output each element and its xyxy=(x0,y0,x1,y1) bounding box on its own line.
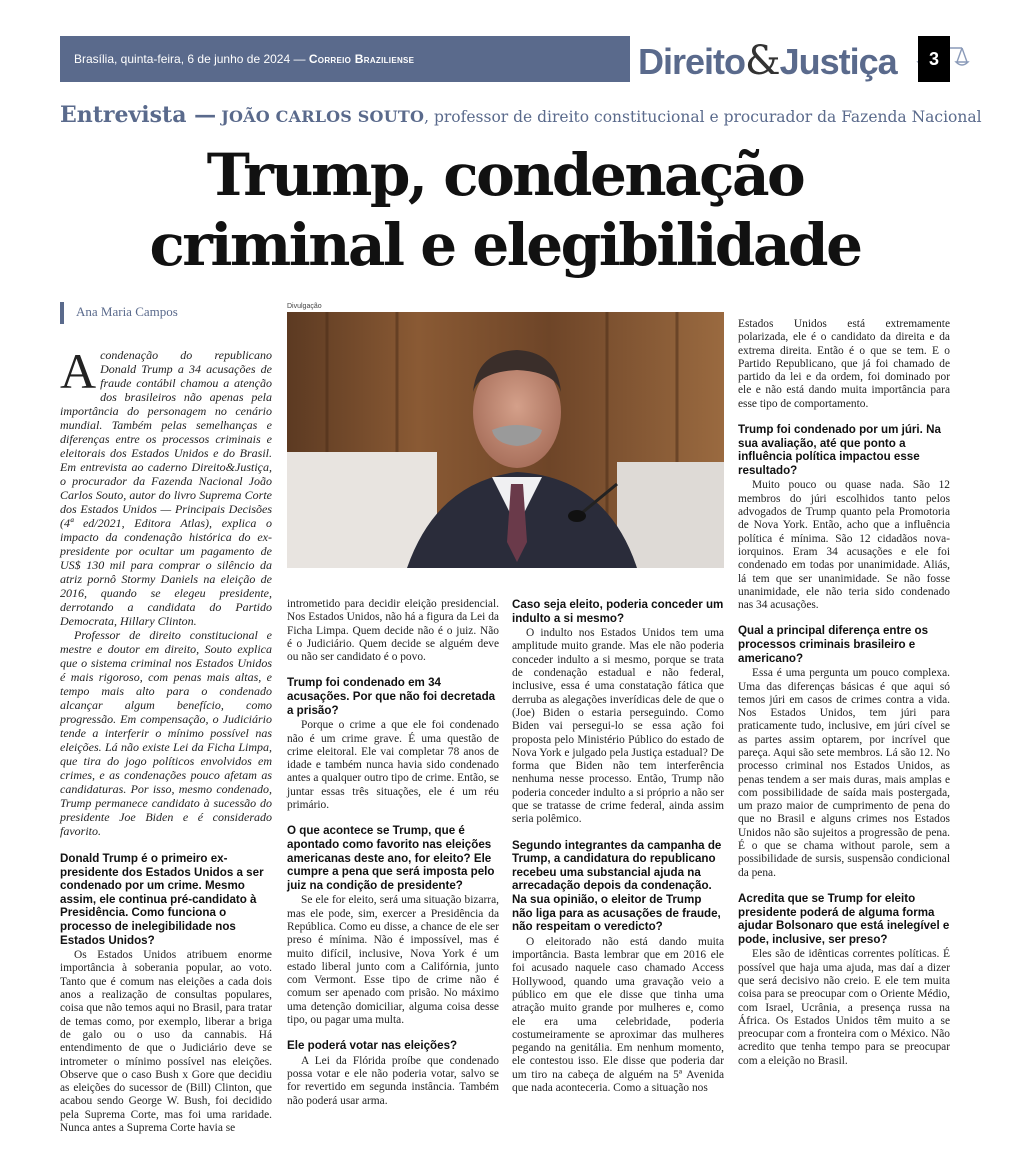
drop-cap: A xyxy=(60,343,97,399)
column-4 xyxy=(738,318,950,1068)
question-4: Ele poderá votar nas eleições? xyxy=(287,1039,458,1053)
headline-line2: criminal e elegibilidade xyxy=(149,211,861,279)
byline: Ana Maria Campos xyxy=(60,302,178,324)
answer-5: O indulto nos Estados Unidos tem uma amplitude muito grande. Mas ele não poderia conceder indulto a si mesmo, porque se trata de condenação estadual e não federal, inclusive, essa é uma constatação fática que derruba as alegações inverídicas dele de que o (Joe) Biden o estaria perseguindo. Como Biden vai persegui-lo se essa ação foi proposta pelo Ministério Público do estado de Nova York e julgado pela Justiça estadual? De forma que Biden não tem interferência nenhuma nesse processo. Então, Trump não poderia conceder indulto a si próprio a não ser que se tratasse de crime federal, ainda assim seria polêmico. xyxy=(512,627,724,826)
dateline xyxy=(74,52,414,66)
answer-1-continued: intrometido para decidir eleição presidencial. Nos Estados Unidos, não há a figura da Lei da Ficha Limpa. Quem decide não é o juiz. Não é o Judiciário. Quem decide se alguém deve ou não ser candidato é o povo. xyxy=(287,598,499,664)
answer-6-continued: Estados Unidos está extremamente polarizada, ele é o candidato da direita e da extrema direita. Então é o que se tem. E o Partido Republicano, que já foi chamado de partido da lei e da ordem, foi dominado por ele e não está dando muita importância para esse tipo de comportamento. xyxy=(738,318,950,410)
answer-7: Muito pouco ou quase nada. São 12 membros do júri escolhidos tanto pelos advogados de Trump quanto pela Promotoria de Nova York. Então, acho que a influência política é mínima. São 12 cidadãos nova-iorquinos. Eram 34 acusações e ele foi condenado em todas por unanimidade. Aliás, lá tem que ser unanimidade. Se não fosse unanimidade, ele não teria sido condenado nas 34 acusações. xyxy=(738,479,950,612)
page-number: 3 xyxy=(918,36,950,82)
intro xyxy=(60,343,272,838)
section-part2: Justiça xyxy=(779,41,897,82)
newspaper-name: Correio Braziliense xyxy=(308,52,415,66)
question-1: Donald Trump é o primeiro ex-presidente dos Estados Unidos a ser condenado por um crime. Mesmo assim, ele continua pré-candidato à Presidência. Como funciona o processo de inelegibilidade nos Estados Unidos? xyxy=(60,852,264,947)
interviewee-photo xyxy=(287,312,724,568)
section-title xyxy=(638,38,897,84)
column-2 xyxy=(287,598,499,1108)
kicker-label: Entrevista — xyxy=(60,102,217,128)
intro-paragraph-1 xyxy=(60,343,272,628)
question-7: Trump foi condenado por um júri. Na sua avaliação, até que ponto a influência política impactou esse resultado? xyxy=(738,423,941,477)
answer-6: O eleitorado não está dando muita importância. Basta lembrar que em 2016 ele foi acusado naquele caso chamado Access Hollywood, quando uma gravação veio a público em que ele disse que tinha uma atração muito grande por mulheres e, como ele era uma celebridade, poderia costumeiramente se aproximar das mulheres pegando na genitália. Em nenhum momento, ele contestou isso. Ele disse que poderia dar um tiro na cabeça de alguém na 5ª Avenida que nada aconteceria. Como a situação nos xyxy=(512,935,724,1095)
answer-8: Essa é uma pergunta um pouco complexa. Uma das diferenças básicas é que aqui só temos júri em casos de crimes contra a vida. Nos Estados Unidos, tem júri para praticamente tudo, inclusive, em júri cível se as partes assim optarem, por incrível que pareça. Aqui são sete membros. Lá são 12. No processo criminal nos Estados Unidos, as penas tendem a ser mais duras, mais amplas e com possibilidade de saída mais postergada, um prazo maior de cumprimento de pena do que no Brasil e alguns crimes nos Estados Unidos não são sujeitos a progressão de pena. É o que se chama without parole, sem a possibilidade de sursis, suspensão condicional da pena. xyxy=(738,667,950,879)
answer-3: Se ele for eleito, será uma situação bizarra, mas ele pode, sim, exercer a Presidência da República. Como eu disse, a chance de ele ser preso é mínima. Não é impossível, mas é muito difícil, inclusive, Nova York é um estado liberal junto com a Califórnia, junto com Vermont. Esse tipo de crime não é comum ser apenado com prisão. No máximo uma detenção domiciliar, alguma coisa desse tipo, ou pagar uma multa. xyxy=(287,894,499,1026)
photo-illustration xyxy=(287,312,724,568)
answer-4: A Lei da Flórida proíbe que condenado possa votar e ele não poderia votar, salvo se for revertido em segunda instância. Também não poderá usar arma. xyxy=(287,1054,499,1107)
date-text: Brasília, quinta-feira, 6 de junho de 2024 — xyxy=(74,52,306,66)
question-5: Caso seja eleito, poderia conceder um indulto a si mesmo? xyxy=(512,598,724,625)
interviewee-name: JOÃO CARLOS SOUTO xyxy=(221,107,425,126)
answer-1: Os Estados Unidos atribuem enorme importância à soberania popular, ao voto. Tanto que é comum nas eleições a cada dois anos a realização de consultas populares, coisa que não temos aqui no Brasil, para tratar de temas como, por exemplo, liberar a briga de galo ou o uso da cannabis. Há entendimento de que o Judiciário deve se intrometer o mínimo possível nas eleições. Observe que o caso Bush x Gore que decidiu as eleições do sucessor de (Bill) Clinton, que acabou sendo George W. Bush, foi decidido pela Suprema Corte, mas foi uma raridade. Nunca antes a Suprema Corte havia se xyxy=(60,949,272,1135)
section-amp: & xyxy=(745,38,780,84)
headline-line1: Trump, condenação xyxy=(206,141,804,209)
question-8: Qual a principal diferença entre os processos criminais brasileiro e americano? xyxy=(738,624,929,665)
interviewee-role: , professor de direito constitucional e procurador da Fazenda Nacional xyxy=(424,108,982,126)
answer-9: Eles são de idênticas correntes políticas. É possível que haja uma ajuda, mas daí a dizer que será decisivo não creio. E ele tem muita coisa para se preocupar com o Oriente Médio, com Israel, Ucrânia, a presença russa na África. Os Estados Unidos têm muito a se preocupar com a fronteira com o México. Não acredito que tenha tempo para se preocupar com a eleição no Brasil. xyxy=(738,948,950,1067)
intro-paragraph-2: Professor de direito constitucional e mestre e doutor em direito, Souto explica que o sistema criminal nos Estados Unidos é mais rigoroso, com penas mais altas, e tempo mais alto para o condenado alcançar algum benefício, como progressão. Em compensação, o Judiciário tende a interferir o mínimo possível nas eleições. Lá não existe Lei da Ficha Limpa, que tira do jogo políticos envolvidos em crimes, e as condenações pouco afetam as candidaturas. Por isso, mesmo condenado, Trump permanece candidato à sucessão do presidente Joe Biden e é considerado favorito. xyxy=(60,628,272,838)
column-1 xyxy=(60,343,272,1135)
question-9: Acredita que se Trump for eleito presidente poderá de alguma forma ajudar Bolsonaro que está inelegível e pode, inclusive, ser preso? xyxy=(738,891,950,946)
intro-p1-text: condenação do republicano Donald Trump a 34 acusações de fraude contábil chamou a atenção dos brasileiros não apenas pela importância do personagem no cenário mundial. Também pelas semelhanças e diferenças entre os processos criminais e eleitorais dos Estados Unidos e do Brasil. Em entrevista ao caderno Direito&Justiça, o procurador da Fazenda Nacional João Carlos Souto, autor do livro Suprema Corte dos Estados Unidos — Principais Decisões (4ª ed/2021, Editora Atlas), explica o impacto da condenação histórica do ex-presidente por ocultar um pagamento de US$ 130 mil para comprar o silêncio da atriz pornô Stormy Daniels na eleição de 2016, quando se elegeu presidente, derrotando a candidata do Partido Democrata, Hillary Clinton. xyxy=(60,348,272,628)
headline xyxy=(60,140,950,280)
kicker xyxy=(60,102,982,128)
photo-credit: Divulgação xyxy=(287,303,322,310)
answer-2: Porque o crime a que ele foi condenado não é um crime grave. É uma questão de crime eleitoral. Ele vai completar 78 anos de idade e também nunca havia sido condenado antes a qualquer outro tipo de crime. Então, se juntar essas três situações, ele é um réu primário. xyxy=(287,719,499,812)
question-2: Trump foi condenado em 34 acusações. Por que não foi decretada a prisão? xyxy=(287,676,496,717)
question-6: Segundo integrantes da campanha de Trump, a candidatura do republicano recebeu uma substancial ajuda na arrecadação depois da condenação. Na sua opinião, o eleitor de Trump não liga para as acusações de fraude, não respeitam o veredicto? xyxy=(512,838,722,934)
header-bar xyxy=(60,36,950,82)
column-3 xyxy=(512,598,724,1095)
question-3: O que acontece se Trump, que é apontado como favorito nas eleições americanas deste ano, for eleito? Ele cumpre a pena que será imposta pelo juiz na condição de presidente? xyxy=(287,824,495,892)
section-part1: Direito xyxy=(638,41,746,82)
